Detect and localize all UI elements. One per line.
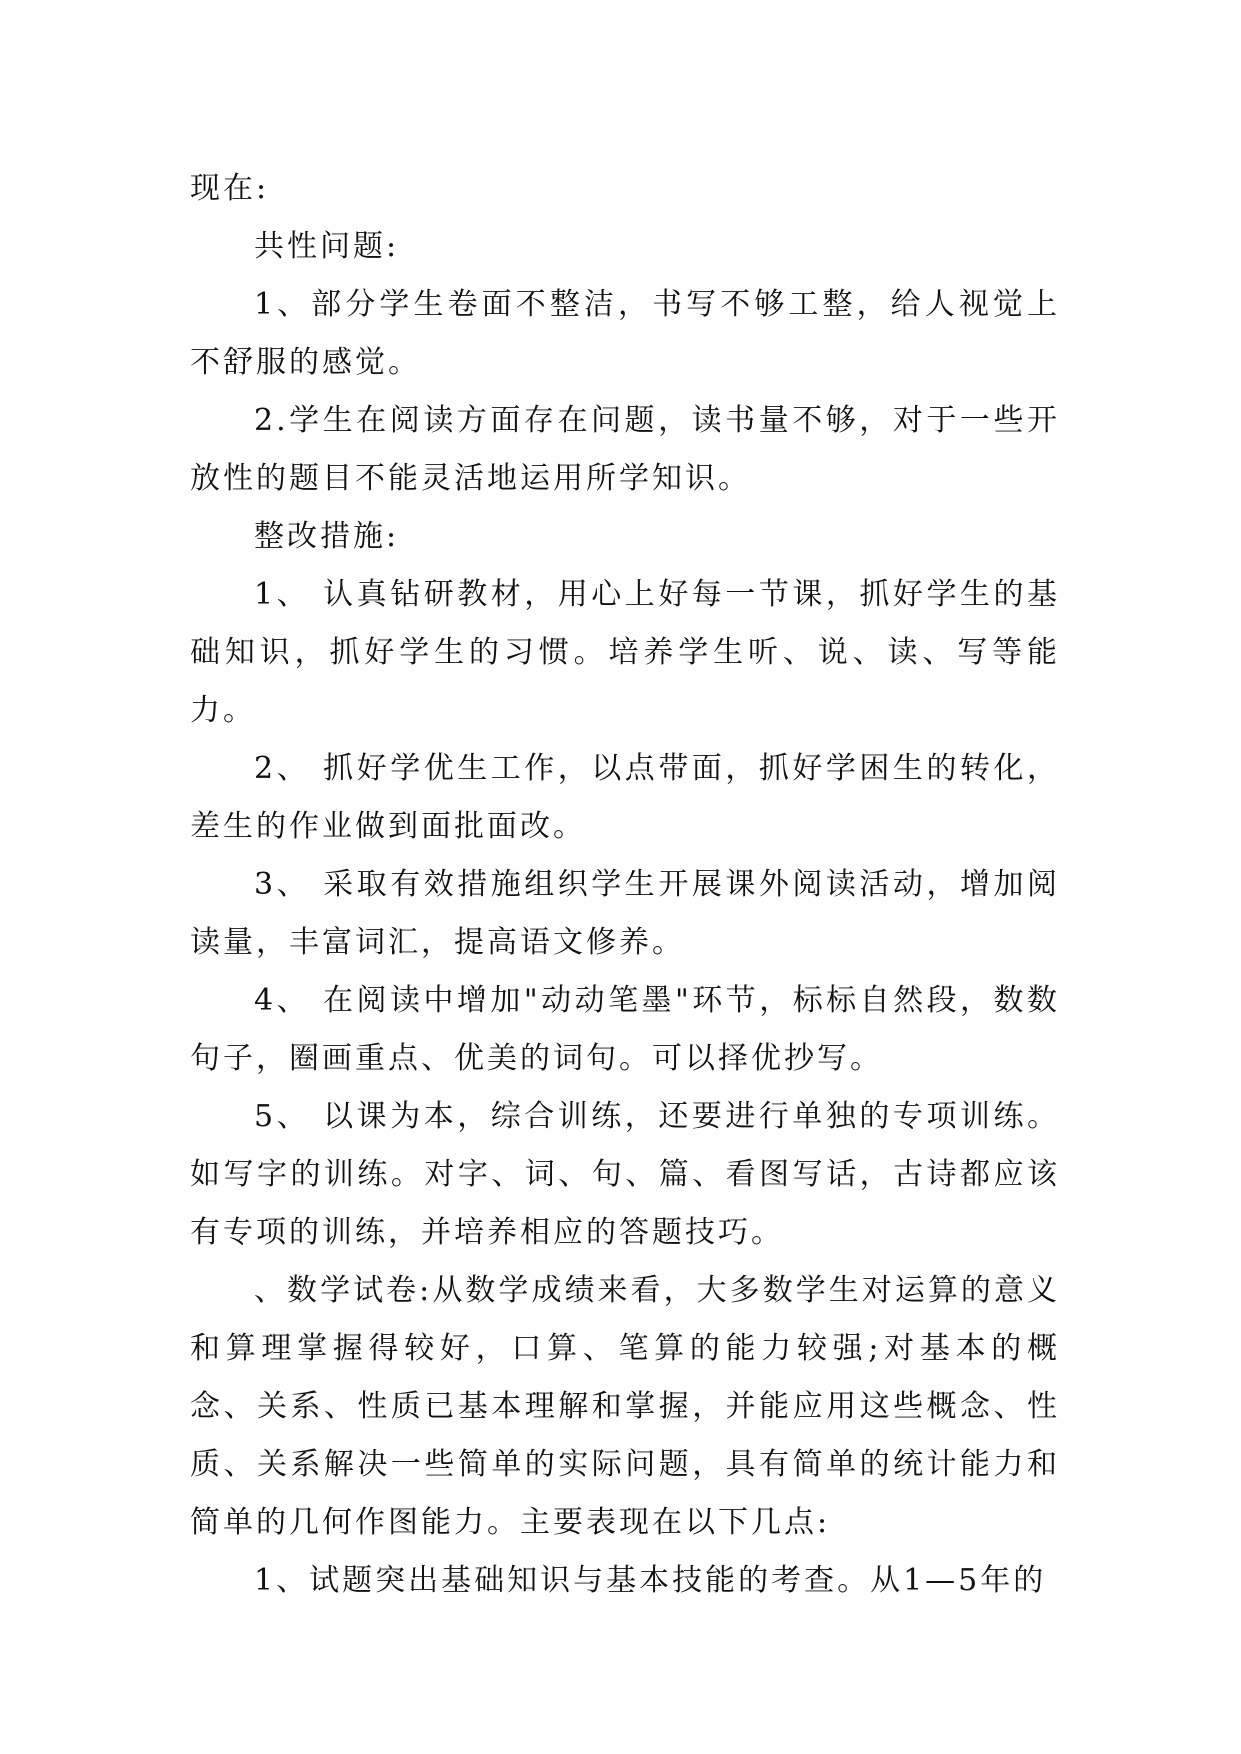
problem-item-1: 1、部分学生卷面不整洁，书写不够工整，给人视觉上不舒服的感觉。 xyxy=(190,287,1060,380)
measure-item-4: 4、 在阅读中增加"动动笔墨"环节，标标自然段，数数句子，圈画重点、优美的词句。可以择优抄写。 xyxy=(190,983,1060,1076)
measure-item-1: 1、 认真钻研教材，用心上好每一节课，抓好学生的基础知识，抓好学生的习惯。培养学生听、说、读、写等能力。 xyxy=(190,577,1060,728)
heading-common-problems: 共性问题: xyxy=(254,229,400,264)
problem-item-2: 2.学生在阅读方面存在问题，读书量不够，对于一些开放性的题目不能灵活地运用所学知识。 xyxy=(190,403,1060,496)
measure-item-3: 3、 采取有效措施组织学生开展课外阅读活动，增加阅读量，丰富词汇，提高语文修养。 xyxy=(190,867,1060,960)
math-point-1: 1、试题突出基础知识与基本技能的考查。从1—5年的 xyxy=(254,1563,1047,1598)
heading-rectification-measures: 整改措施: xyxy=(254,519,400,554)
measure-item-2: 2、 抓好学优生工作，以点带面，抓好学困生的转化，差生的作业做到面批面改。 xyxy=(190,751,1060,844)
paragraph-math-exam: 、数学试卷:从数学成绩来看，大多数学生对运算的意义和算理掌握得较好，口算、笔算的能力较强;对基本的概念、关系、性质已基本理解和掌握，并能应用这些概念、性质、关系解决一些简单的实际问题，具有简单的统计能力和简单的几何作图能力。主要表现在以下几点: xyxy=(190,1273,1060,1540)
measure-item-5: 5、 以课为本，综合训练，还要进行单独的专项训练。如写字的训练。对字、词、句、篇、看图写话，古诗都应该有专项的训练，并培养相应的答题技巧。 xyxy=(190,1099,1060,1250)
document-body xyxy=(190,160,1060,1610)
paragraph-intro: 现在: xyxy=(190,171,270,206)
